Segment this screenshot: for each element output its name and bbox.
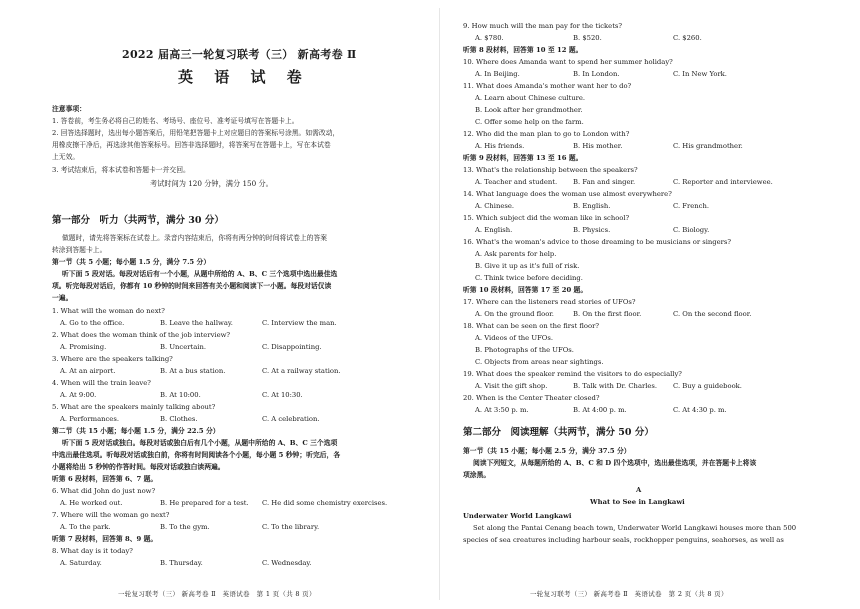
option-c: C. $260. (673, 34, 702, 42)
question-13: 13. What's the relationship between the speakers? (463, 166, 638, 174)
question-10: 10. Where does Amanda want to spend her summer holiday? (463, 58, 673, 66)
page-footer: 一轮复习联考（三） 新高考卷 Ⅱ 英语试卷 第 1 页（共 8 页） (118, 590, 316, 598)
part2-title: 第二部分 阅读理解（共两节，满分 50 分） (463, 427, 654, 438)
option-a: A. On the ground floor. (475, 310, 554, 318)
part1-intro: 转涂到答题卡上。 (52, 246, 107, 254)
option-b: B. English. (573, 202, 611, 210)
page-footer: 一轮复习联考（三） 新高考卷 Ⅱ 英语试卷 第 2 页（共 8 页） (530, 590, 728, 598)
option-b: B. Physics. (573, 226, 611, 234)
question-12: 12. Who did the man plan to go to London with? (463, 130, 630, 138)
material-10-label: 听第 10 段材料，回答第 17 至 20 题。 (463, 286, 588, 294)
option-a: A. In Beijing. (475, 70, 520, 78)
option-a: A. Saturday. (60, 559, 102, 567)
option-b: B. On the first floor. (573, 310, 642, 318)
question-11: 11. What does Amanda's mother want her to do? (463, 82, 632, 90)
option-b: B. Photographs of the UFOs. (475, 346, 574, 354)
question-1: 1. What will the woman do next? (52, 307, 165, 315)
option-a: A. Visit the gift shop. (475, 382, 548, 390)
question-18: 18. What can be seen on the first floor? (463, 322, 599, 330)
material-9-label: 听第 9 段材料，回答第 13 至 16 题。 (463, 154, 583, 162)
section2-intro: 听下面 5 段对话或独白。每段对话或独白后有几个小题，从题中所给的 A、B、C 三个选项 (62, 439, 338, 447)
question-3: 3. Where are the speakers talking? (52, 355, 173, 363)
option-b: B. At a bus station. (160, 367, 226, 375)
option-a: A. Go to the office. (60, 319, 125, 327)
time-note: 考试时间为 120 分钟，满分 150 分。 (150, 179, 273, 188)
exam-page-2 (440, 0, 860, 609)
option-c: C. Objects from areas near sightings. (475, 358, 604, 366)
option-c: C. Offer some help on the farm. (475, 118, 584, 126)
option-c: C. To the library. (262, 523, 320, 531)
option-b: B. Give it up as it's full of risk. (475, 262, 580, 270)
section1-intro: 一遍。 (52, 294, 73, 302)
section1-intro: 听下面 5 段对话。每段对话后有一个小题，从题中所给的 A、B、C 三个选项中选出最佳选 (62, 270, 338, 278)
section2-intro: 小题将给出 5 秒钟的作答时间。每段对话或独白读两遍。 (52, 463, 225, 471)
option-a: A. His friends. (475, 142, 525, 150)
option-a: A. At an airport. (60, 367, 116, 375)
passage-title: What to See in Langkawi (590, 498, 685, 506)
option-b: B. Talk with Dr. Charles. (573, 382, 658, 390)
section1-title: 第一节（共 5 小题；每小题 1.5 分，满分 7.5 分） (52, 258, 211, 266)
option-a: A. English. (475, 226, 513, 234)
option-c: C. Disappointing. (262, 343, 322, 351)
notice-line: 1. 答卷前，考生务必将自己的姓名、考场号、座位号、准考证号填写在答题卡上。 (52, 117, 299, 125)
option-c: C. Biology. (673, 226, 710, 234)
option-c: C. At a railway station. (262, 367, 341, 375)
option-b: B. Clothes. (160, 415, 198, 423)
material-6-label: 听第 6 段材料，回答第 6、7 题。 (52, 475, 158, 483)
option-b: B. He prepared for a test. (160, 499, 249, 507)
option-c: C. French. (673, 202, 709, 210)
question-5: 5. What are the speakers mainly talking about? (52, 403, 216, 411)
option-c: C. He did some chemistry exercises. (262, 499, 388, 507)
option-a: A. $780. (475, 34, 504, 42)
part2-section1-title: 第一节（共 15 小题；每小题 2.5 分，满分 37.5 分） (463, 447, 631, 455)
passage-text-line: species of sea creatures including harbour seals, rockhopper penguins, seahorses, as well as (463, 536, 784, 544)
question-15: 15. Which subject did the woman like in school? (463, 214, 630, 222)
option-a: A. Ask parents for help. (475, 250, 557, 258)
option-c: C. At 4:30 p. m. (673, 406, 727, 414)
question-19: 19. What does the speaker remind the visitors to do especially? (463, 370, 682, 378)
question-7: 7. Where will the woman go next? (52, 511, 170, 519)
exam-title: 2022 届高三一轮复习联考（三） 新高考卷 Ⅱ (122, 48, 357, 61)
section1-intro: 项。听完每段对话后，你都有 10 秒钟的时间来回答有关小题和阅读下一小题。每段对话仅读 (52, 282, 332, 290)
option-b: B. In London. (573, 70, 620, 78)
part1-title: 第一部分 听力（共两节，满分 30 分） (52, 215, 224, 226)
option-b: B. Fan and singer. (573, 178, 636, 186)
notice-line: 3. 考试结束后，将本试卷和答题卡一并交回。 (52, 166, 190, 174)
option-b: B. Uncertain. (160, 343, 206, 351)
question-14: 14. What language does the woman use almost everywhere? (463, 190, 672, 198)
section2-intro: 中选出最佳选项。听每段对话或独白前，你将有时间阅读各个小题，每小题 5 秒钟；听完后，各 (52, 451, 341, 459)
option-a: A. To the park. (60, 523, 111, 531)
material-7-label: 听第 7 段材料，回答第 8、9 题。 (52, 535, 158, 543)
passage-subtitle: Underwater World Langkawi (463, 512, 572, 520)
option-b: B. His mother. (573, 142, 623, 150)
option-a: A. He worked out. (60, 499, 123, 507)
option-b: B. $520. (573, 34, 602, 42)
option-a: A. At 3:50 p. m. (475, 406, 529, 414)
question-20: 20. When is the Center Theater closed? (463, 394, 600, 402)
part2-section1-intro: 项涂黑。 (463, 471, 491, 479)
option-c: C. Interview the man. (262, 319, 337, 327)
notice-line: 上无效。 (52, 153, 80, 161)
option-c: C. Reporter and interviewee. (673, 178, 773, 186)
notice-title: 注意事项： (52, 105, 86, 113)
option-c: C. Buy a guidebook. (673, 382, 742, 390)
exam-subject: 英 语 试 卷 (178, 68, 310, 86)
option-b: B. To the gym. (160, 523, 210, 531)
option-b: B. At 10:00. (160, 391, 201, 399)
option-b: B. Leave the hallway. (160, 319, 233, 327)
option-c: C. On the second floor. (673, 310, 752, 318)
notice-line: 用橡皮擦干净后，再选涂其他答案标号。回答非选择题时，将答案写在答题卡上，写在本试卷 (52, 141, 331, 149)
question-2: 2. What does the woman think of the job interview? (52, 331, 231, 339)
option-c: C. Think twice before deciding. (475, 274, 583, 282)
question-9: 9. How much will the man pay for the tickets? (463, 22, 623, 30)
section2-title: 第二节（共 15 小题；每小题 1.5 分，满分 22.5 分） (52, 427, 220, 435)
option-a: A. Promising. (60, 343, 107, 351)
option-a: A. Performances. (60, 415, 119, 423)
option-c: C. A celebration. (262, 415, 320, 423)
option-c: C. At 10:30. (262, 391, 303, 399)
option-c: C. In New York. (673, 70, 727, 78)
question-6: 6. What did John do just now? (52, 487, 156, 495)
notice-line: 2. 回答选择题时，选出每小题答案后，用铅笔把答题卡上对应题目的答案标号涂黑。如需改动， (52, 129, 340, 137)
question-4: 4. When will the train leave? (52, 379, 151, 387)
option-a: A. Chinese. (475, 202, 515, 210)
question-17: 17. Where can the listeners read stories of UFOs? (463, 298, 636, 306)
option-b: B. Thursday. (160, 559, 203, 567)
question-16: 16. What's the woman's advice to those dreaming to be musicians or singers? (463, 238, 732, 246)
option-a: A. At 9:00. (60, 391, 97, 399)
material-8-label: 听第 8 段材料，回答第 10 至 12 题。 (463, 46, 583, 54)
option-b: B. Look after her grandmother. (475, 106, 583, 114)
option-b: B. At 4:00 p. m. (573, 406, 627, 414)
part2-section1-intro: 阅读下列短文，从每题所给的 A、B、C 和 D 四个选项中，选出最佳选项，并在答题卡上将该 (473, 459, 757, 467)
option-a: A. Teacher and student. (475, 178, 558, 186)
passage-text-line: Set along the Pantai Cenang beach town, Underwater World Langkawi houses more than 500 (473, 524, 797, 532)
option-a: A. Videos of the UFOs. (475, 334, 554, 342)
passage-letter: A (636, 486, 642, 494)
option-c: C. Wednesday. (262, 559, 312, 567)
question-8: 8. What day is it today? (52, 547, 133, 555)
part1-intro: 做题时，请先将答案标在试卷上。录音内容结束后，你将有两分钟的时间将试卷上的答案 (62, 234, 328, 242)
option-c: C. His grandmother. (673, 142, 743, 150)
option-a: A. Learn about Chinese culture. (475, 94, 586, 102)
